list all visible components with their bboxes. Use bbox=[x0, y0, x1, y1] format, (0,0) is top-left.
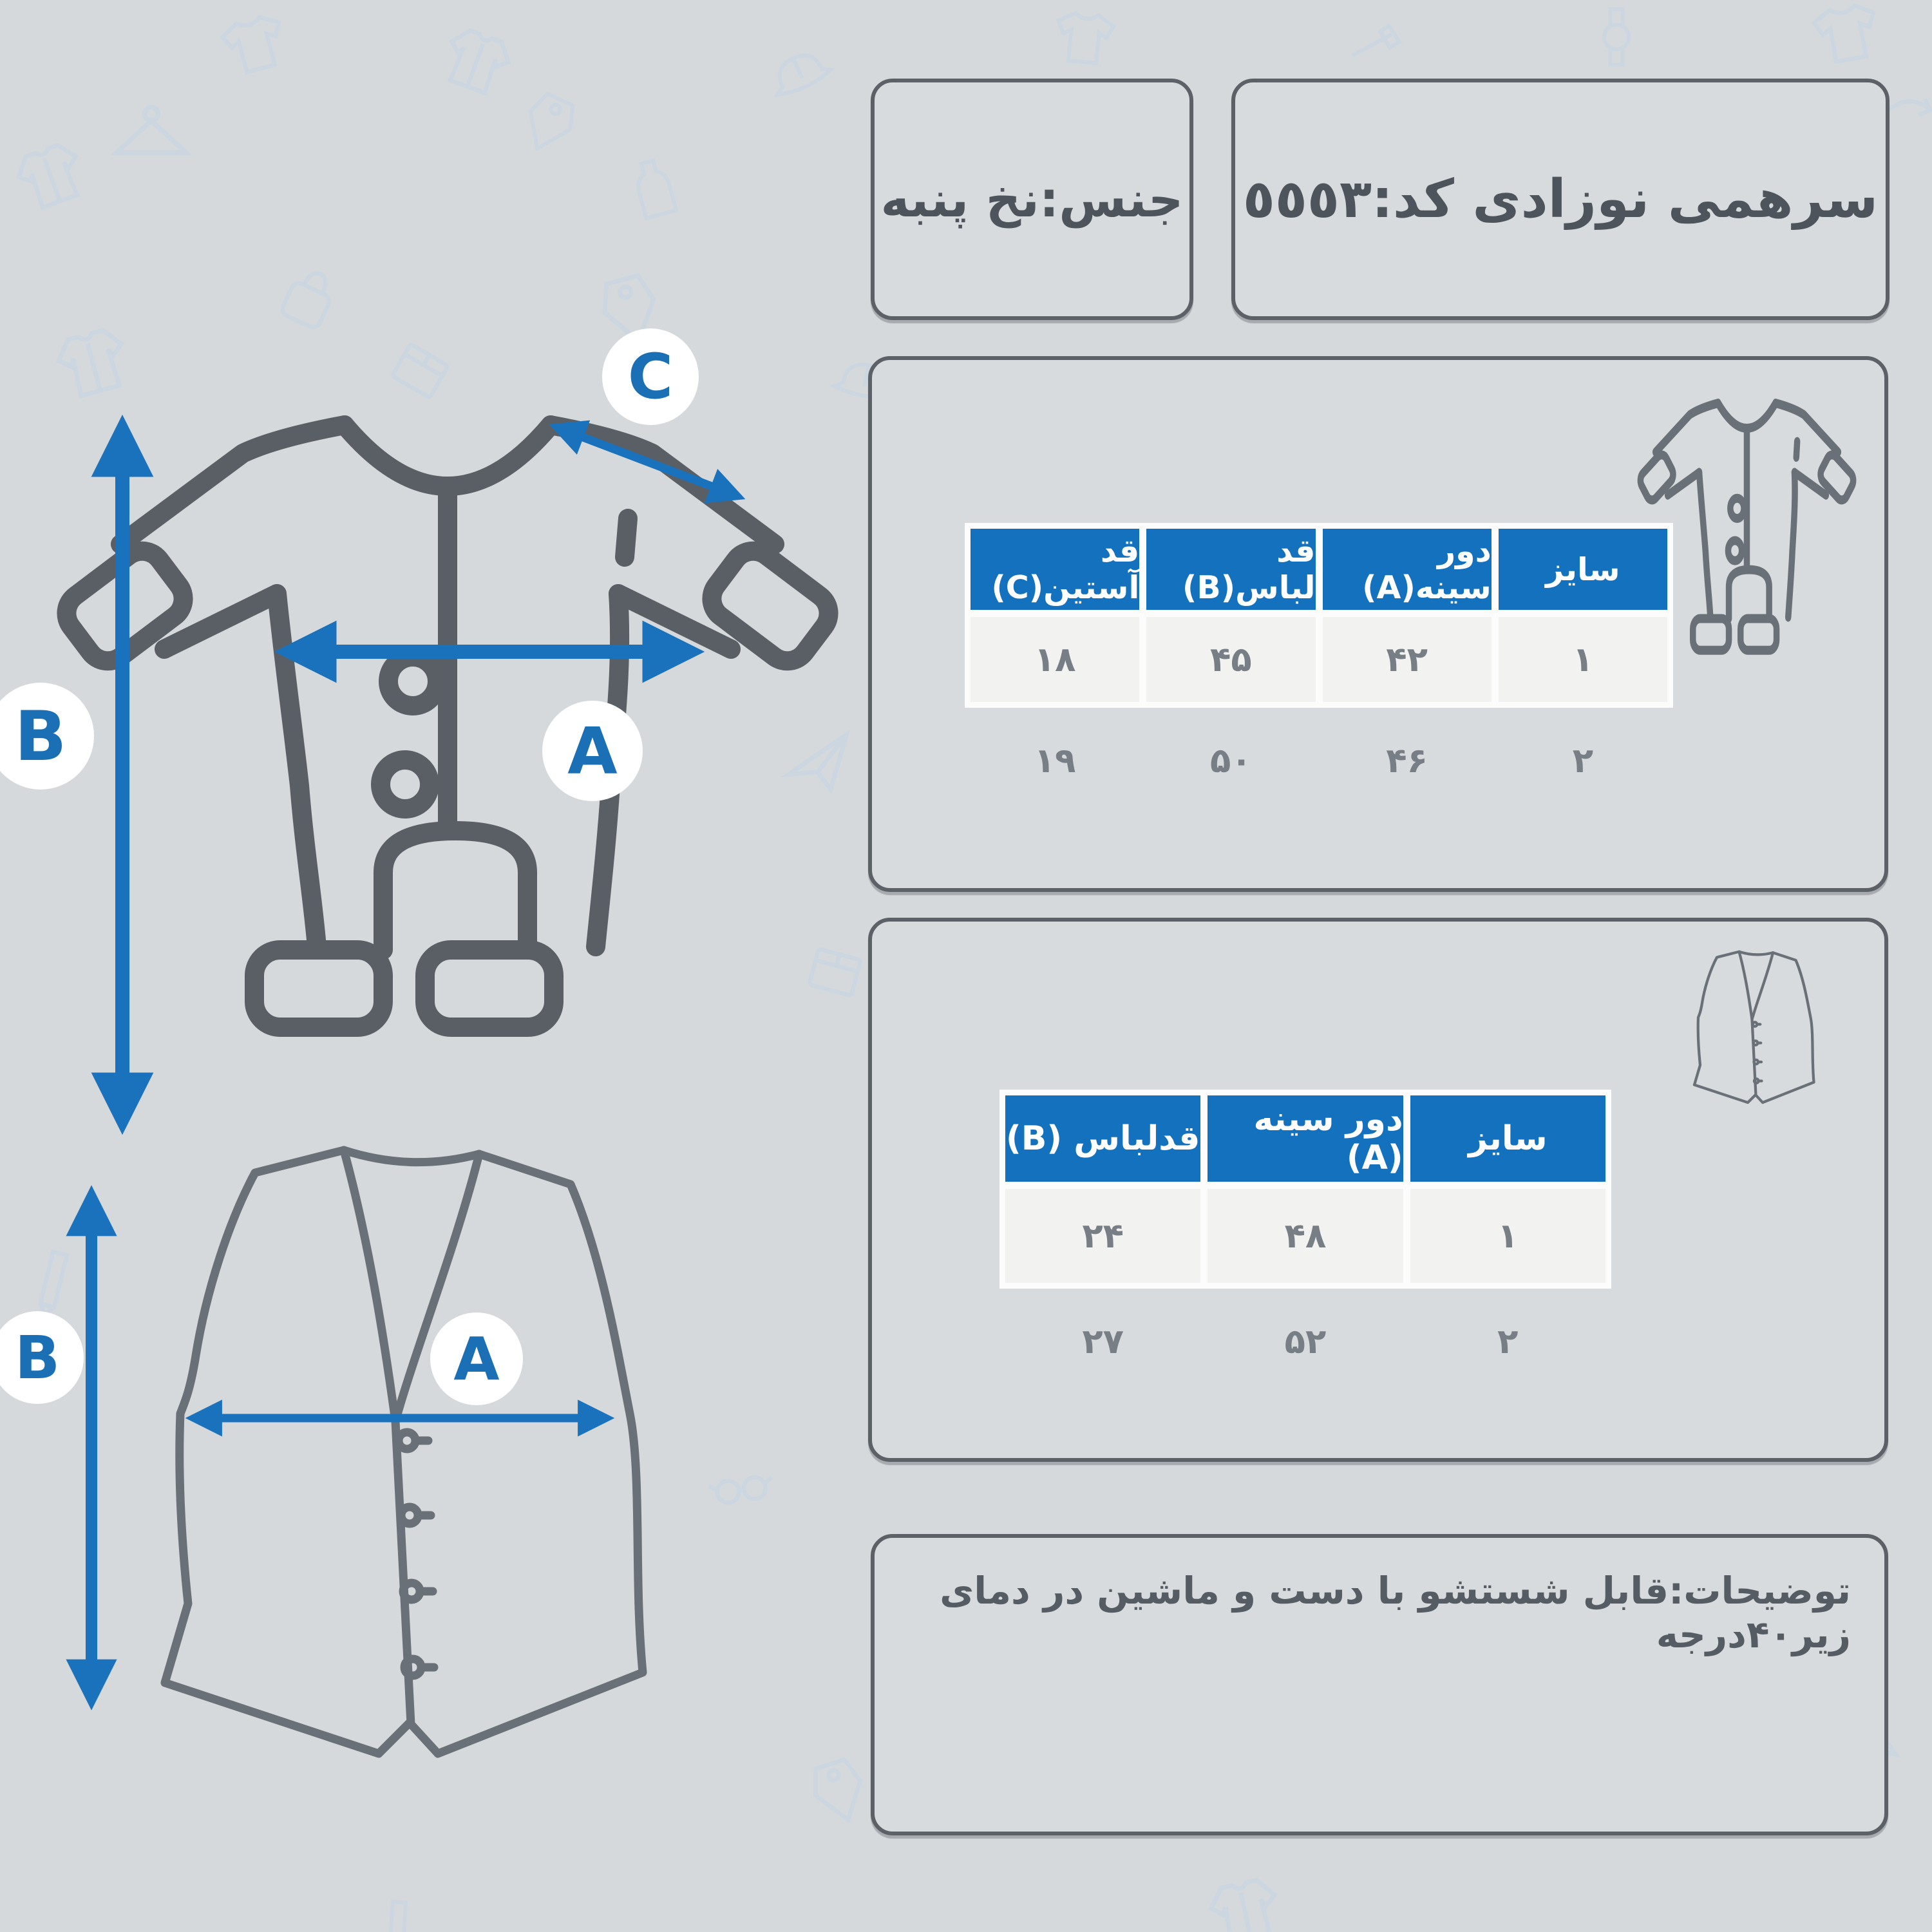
measure-letter: C bbox=[627, 341, 674, 413]
vest-col-size: سایز bbox=[1410, 1095, 1605, 1182]
romper-size-table bbox=[965, 523, 1673, 797]
material-label: جنس:نخ پنبه bbox=[880, 171, 1184, 228]
romper-table-row2 bbox=[965, 724, 1673, 797]
romper-row1-size: ۱ bbox=[1499, 617, 1667, 702]
material-box bbox=[871, 79, 1193, 320]
vest-row1-size: ۱ bbox=[1410, 1189, 1605, 1283]
description-box bbox=[871, 1534, 1888, 1835]
measure-badge-a-romper bbox=[542, 701, 643, 801]
measure-badge-a-vest bbox=[430, 1312, 523, 1405]
romper-row2-length: ۵۰ bbox=[1210, 741, 1252, 781]
romper-row2-chest: ۴۶ bbox=[1386, 741, 1428, 781]
romper-table-frame bbox=[965, 523, 1673, 708]
romper-col-sleeve: قد آستین(C) bbox=[971, 529, 1139, 610]
romper-row2-sleeve: ۱۹ bbox=[1034, 741, 1076, 781]
romper-col-length: قد لباس(B) bbox=[1146, 529, 1315, 610]
vest-row2-chest: ۵۲ bbox=[1284, 1321, 1327, 1361]
description-text: توضیحات:قابل شستشو با دست و ماشین در دمای زیر۴۰درجه bbox=[940, 1569, 1851, 1656]
romper-row2-size: ۲ bbox=[1572, 741, 1594, 781]
romper-row1-chest: ۴۲ bbox=[1323, 617, 1492, 702]
vest-size-table bbox=[999, 1090, 1611, 1378]
title-box bbox=[1231, 79, 1889, 320]
vest-col-chest: دور سینه (A) bbox=[1208, 1095, 1403, 1182]
vest-table-frame bbox=[999, 1090, 1611, 1289]
vest-row2-size: ۲ bbox=[1497, 1321, 1519, 1361]
romper-row1-length: ۴۵ bbox=[1146, 617, 1315, 702]
measure-letter: A bbox=[567, 713, 618, 789]
page-title: سرهمی نوزادی کد:٥٥٥٣ bbox=[1242, 169, 1879, 230]
romper-row1-sleeve: ۱۸ bbox=[971, 617, 1139, 702]
vest-col-length: قدلباس (B) bbox=[1005, 1095, 1200, 1182]
vest-row1-length: ۲۴ bbox=[1005, 1189, 1200, 1283]
romper-col-chest: دور سینه(A) bbox=[1323, 529, 1492, 610]
measure-letter: A bbox=[453, 1324, 500, 1394]
vest-icon bbox=[1682, 950, 1827, 1111]
measure-letter: B bbox=[14, 1323, 61, 1392]
vest-row2-length: ۲۷ bbox=[1082, 1321, 1124, 1361]
romper-col-size: سایز bbox=[1499, 529, 1667, 610]
arrow-romper-sleeve-c bbox=[558, 428, 737, 496]
measure-letter: B bbox=[14, 696, 67, 776]
vest-table-row2 bbox=[999, 1305, 1611, 1378]
vest-row1-chest: ۴۸ bbox=[1208, 1189, 1403, 1283]
measure-badge-c bbox=[602, 328, 699, 425]
